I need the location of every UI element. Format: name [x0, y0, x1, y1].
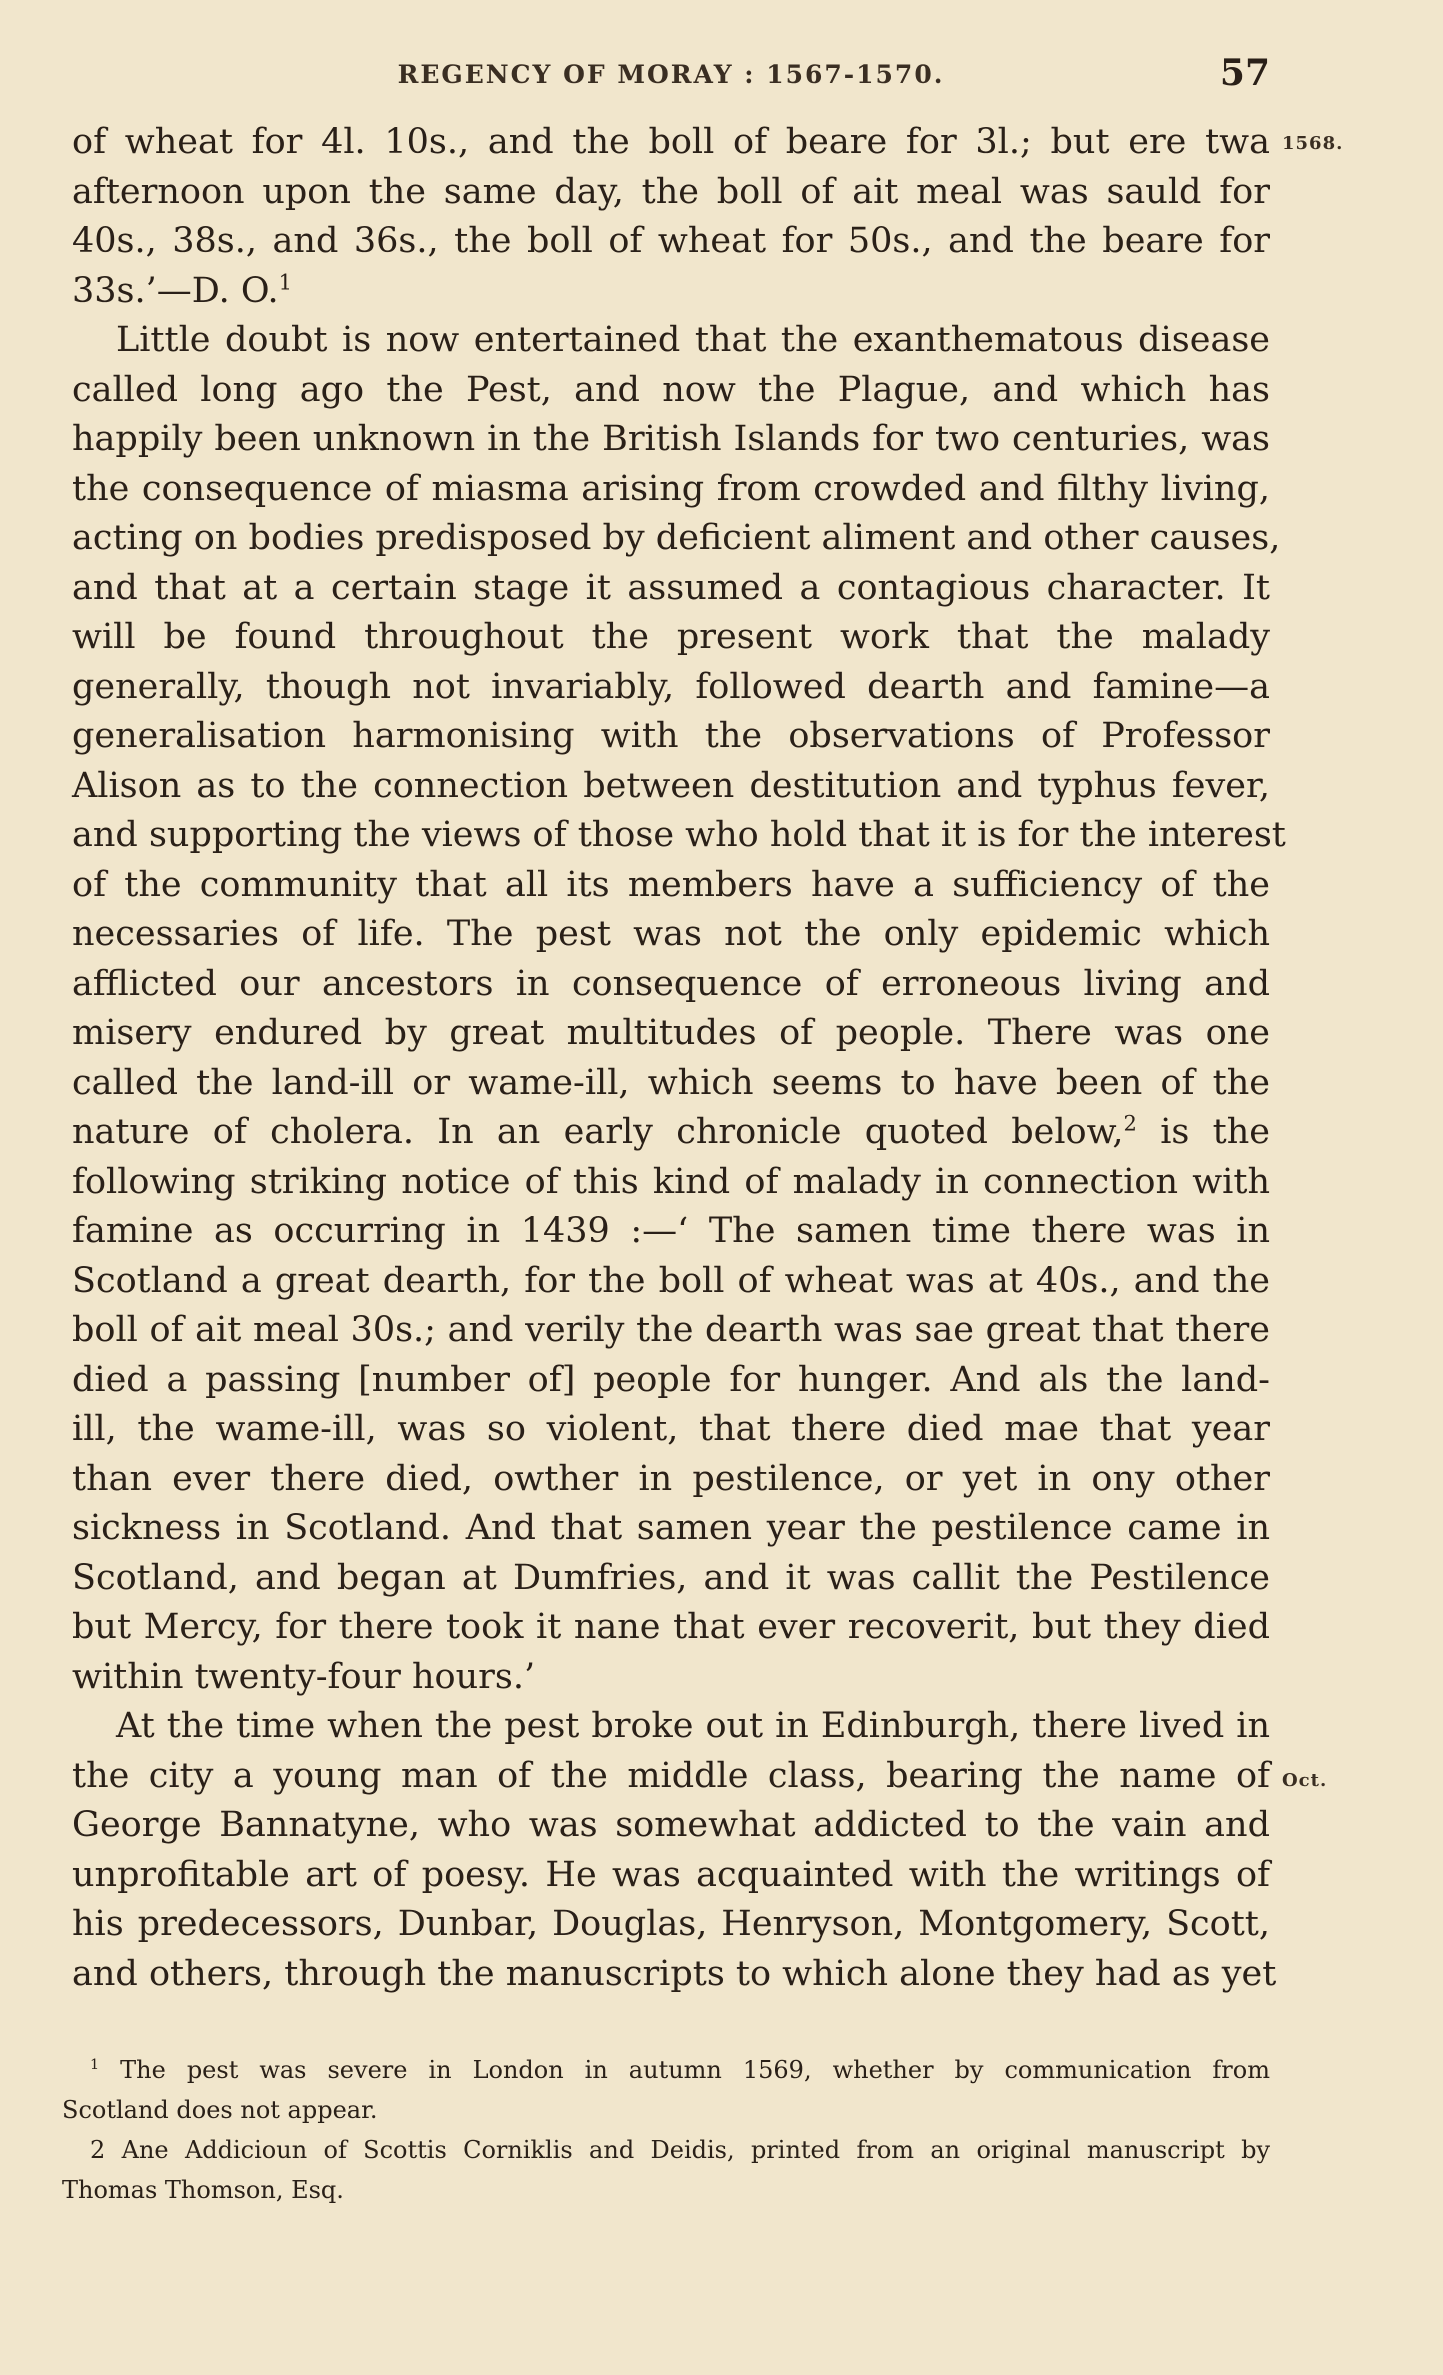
text-line: boll of ait meal 30s.; and verily the dearth was sae great that there: [72, 1310, 1270, 1350]
text-line: called the land-ill or wame-ill, which seems to have been of the: [72, 1062, 1270, 1103]
text-segment: nature of cholera. In an early chronicle quoted below,: [72, 1112, 1124, 1152]
text-line: Scotland a great dearth, for the boll of wheat was at 40s., and the: [72, 1260, 1270, 1301]
margin-note-month: Oct.: [1282, 1770, 1328, 1791]
text-line: unprofitable art of poesy. He was acquainted with the writings of: [72, 1854, 1270, 1895]
page-header: [72, 52, 1270, 102]
footnote-line: Thomas Thomson, Esq.: [62, 2176, 344, 2204]
text-line: and others, through the manuscripts to which alone they had as yet: [72, 1953, 1277, 1994]
text-line: the consequence of miasma arising from crowded and filthy living,: [72, 468, 1270, 509]
text-line: famine as occurring in 1439 :—‘ The samen time there was in: [72, 1211, 1270, 1251]
margin-note-year: 1568.: [1282, 133, 1344, 154]
footnotes: [62, 2050, 1270, 2210]
text-line: Scotland, and began at Dumfries, and it was callit the Pestilence: [72, 1557, 1270, 1598]
text-segment: is the: [1136, 1112, 1270, 1152]
text-line: [72, 1108, 1270, 1158]
text-line: died a passing [number of] people for hunger. And als the land-: [72, 1359, 1270, 1400]
text-line: [72, 267, 1270, 317]
text-line: Alison as to the connection between destitution and typhus fever,: [72, 765, 1270, 806]
text-line: misery endured by great multitudes of people. There was one: [72, 1013, 1270, 1053]
text-line: sickness in Scotland. And that samen year the pestilence came in: [72, 1508, 1270, 1548]
text-segment: 33s.’—D. O.: [72, 270, 279, 311]
text-line: but Mercy, for there took it nane that ever recoverit, but they died: [72, 1607, 1270, 1647]
text-line: afternoon upon the same day, the boll of ait meal was sauld for: [72, 171, 1270, 212]
text-line: 40s., 38s., and 36s., the boll of wheat for 50s., and the beare for: [72, 221, 1270, 261]
text-line: At the time when the pest broke out in Edinburgh, there lived in: [116, 1706, 1270, 1746]
text-line: than ever there died, owther in pestilence, or yet in ony other: [72, 1458, 1270, 1499]
footnote-text: Ane Addicioun of Scottis Corniklis and Deidis, printed from an original manuscript by: [121, 2136, 1270, 2164]
footnote-line: Scotland does not appear.: [62, 2096, 378, 2124]
running-head: REGENCY OF MORAY : 1567-1570.: [397, 60, 945, 89]
text-line: following striking notice of this kind of malady in connection with: [72, 1161, 1270, 1202]
text-line: generally, though not invariably, followed dearth and famine—a: [72, 666, 1270, 707]
text-line: the city a young man of the middle class, bearing the name of: [72, 1755, 1270, 1796]
body-text: [72, 118, 1286, 1999]
footnote-line: [62, 2050, 1270, 2090]
text-line: ill, the wame-ill, was so violent, that there died mae that year: [72, 1409, 1270, 1449]
text-line: will be found throughout the present work that the malady: [72, 617, 1270, 657]
text-line: necessaries of life. The pest was not the only epidemic which: [72, 914, 1270, 954]
footnote-ref: 1: [278, 269, 292, 294]
text-line: Little doubt is now entertained that the exanthematous disease: [116, 320, 1270, 360]
footnote-line: [62, 2130, 1270, 2170]
text-line: of the community that all its members have a sufficiency of the: [72, 864, 1270, 905]
footnote-marker: 2: [90, 2136, 106, 2164]
text-line: George Bannatyne, who was somewhat addicted to the vain and: [72, 1805, 1270, 1845]
text-line: generalisation harmonising with the observations of Professor: [72, 716, 1270, 756]
text-line: within twenty-four hours.’: [72, 1656, 536, 1697]
footnote-ref: 2: [1123, 1111, 1137, 1136]
text-line: his predecessors, Dunbar, Douglas, Henryson, Montgomery, Scott,: [72, 1904, 1270, 1944]
page-number: 57: [1219, 52, 1270, 94]
text-line: happily been unknown in the British Islands for two centuries, was: [72, 419, 1270, 459]
footnote-marker: 1: [90, 2057, 100, 2073]
text-line: acting on bodies predisposed by deficient aliment and other causes,: [72, 518, 1281, 558]
text-line: and that at a certain stage it assumed a contagious character. It: [72, 567, 1270, 608]
text-line: afflicted our ancestors in consequence of erroneous living and: [72, 963, 1270, 1004]
text-line: called long ago the Pest, and now the Plague, and which has: [72, 369, 1270, 410]
footnote-text: The pest was severe in London in autumn 1569, whether by communication from: [120, 2056, 1270, 2084]
text-line: of wheat for 4l. 10s., and the boll of beare for 3l.; but ere twa: [72, 122, 1270, 162]
text-line: and supporting the views of those who hold that it is for the interest: [72, 815, 1286, 855]
